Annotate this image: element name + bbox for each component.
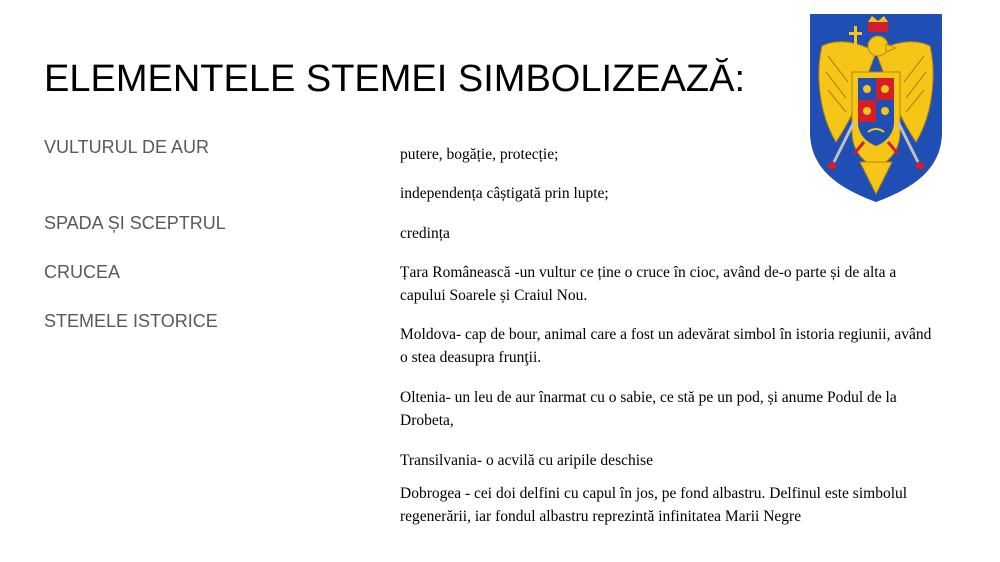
term-golden-eagle: VULTURUL DE AUR bbox=[44, 137, 210, 157]
desc-dobrogea: Dobrogea - cei doi delfini cu capul în jos, pe fond albastru. Delfinul este simbolul regenerării, iar fondul albastru reprezintă infinitatea Marii Negre bbox=[400, 485, 908, 525]
term-cross: CRUCEA bbox=[44, 262, 121, 282]
desc-cross: credința bbox=[400, 225, 450, 242]
desc-tara-romaneasca: Țara Românească -un vultur ce ține o cruce în cioc, având de-o parte și de alta a capului Soarele și Craiul Nou. bbox=[400, 264, 897, 304]
romanian-coat-of-arms-icon bbox=[808, 12, 944, 204]
desc-sword-sceptre: independența câștigată prin lupte; bbox=[400, 185, 609, 202]
term-sword-and-sceptre: SPADA ȘI SCEPTRUL bbox=[44, 213, 226, 233]
desc-moldova: Moldova- cap de bour, animal care a fost un adevărat simbol în istoria regiunii, având o stea deasupra frunţii. bbox=[400, 326, 932, 366]
desc-eagle: putere, bogăție, protecție; bbox=[400, 146, 559, 163]
desc-oltenia: Oltenia- un leu de aur înarmat cu o sabie, ce stă pe un pod, și anume Podul de la Drobeta, bbox=[400, 389, 897, 429]
slide-title: ELEMENTELE STEMEI SIMBOLIZEAZĂ: bbox=[44, 58, 746, 100]
desc-transilvania: Transilvania- o acvilă cu aripile deschise bbox=[400, 452, 653, 469]
term-historic-arms: STEMELE ISTORICE bbox=[44, 311, 218, 331]
